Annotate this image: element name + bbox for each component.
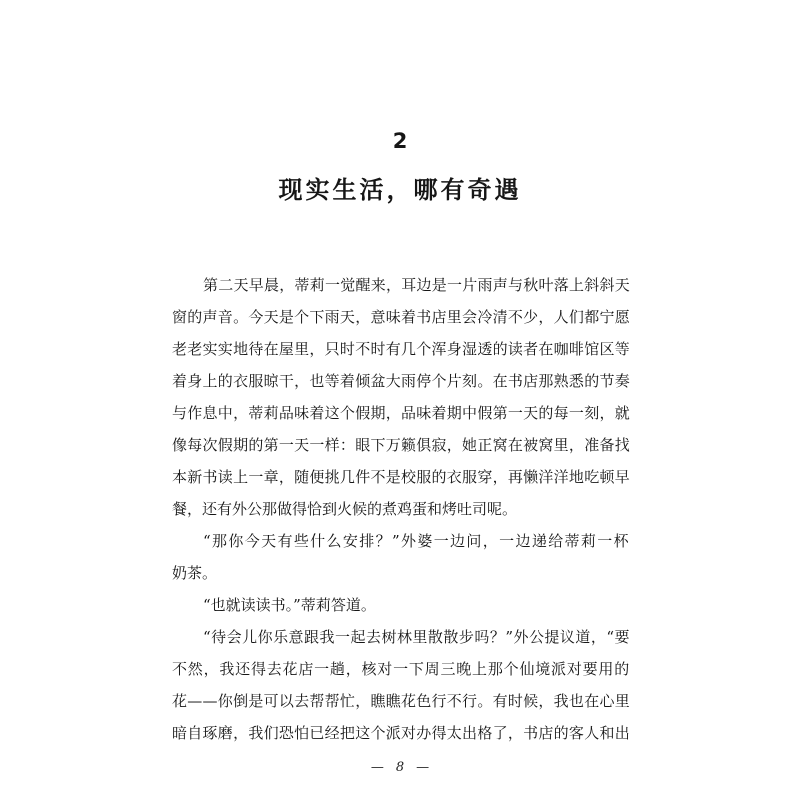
chapter-number: 2: [392, 129, 408, 153]
text-line-content: “也就读读书。”蒂莉答道。: [203, 596, 376, 614]
text-line: [172, 429, 630, 461]
text-line: [172, 461, 630, 493]
page-number: 8: [395, 760, 405, 775]
text-line: [172, 589, 630, 621]
text-line-content: 与作息中，蒂莉品味着这个假期，品味着期中假第一天的每一刻，就: [172, 404, 630, 422]
footer-dash-right: —: [416, 760, 430, 775]
text-line-content: 不然，我还得去花店一趟，核对一下周三晚上那个仙境派对要用的: [172, 660, 630, 678]
text-line: [172, 653, 630, 685]
chapter-title: 现实生活，哪有奇遇: [278, 176, 522, 204]
text-line-content: 像每次假期的第一天一样：眼下万籁俱寂，她正窝在被窝里，准备找: [172, 436, 630, 454]
text-line-content: “待会儿你乐意跟我一起去树林里散散步吗？”外公提议道，“要: [203, 628, 630, 646]
text-line-content: 花——你倒是可以去帮帮忙，瞧瞧花色行不行。有时候，我也在心里: [172, 692, 630, 710]
text-line-content: 窗的声音。今天是个下雨天，意味着书店里会冷清不少，人们都宁愿: [172, 308, 630, 326]
text-line: [172, 557, 630, 589]
text-line: [172, 301, 630, 333]
text-line: [172, 269, 630, 301]
text-line-content: 餐，还有外公那做得恰到火候的煮鸡蛋和烤吐司呢。: [172, 500, 518, 518]
text-line-content: 暗自琢磨，我们恐怕已经把这个派对办得太出格了，书店的客人和出: [172, 724, 630, 742]
paragraph: [172, 621, 630, 749]
paragraph: [172, 269, 630, 525]
footer-dash-left: —: [370, 760, 384, 775]
text-line: [172, 717, 630, 749]
text-line-content: 着身上的衣服晾干，也等着倾盆大雨停个片刻。在书店那熟悉的节奏: [172, 372, 630, 390]
page-footer: [0, 756, 800, 780]
text-line-content: “那你今天有些什么安排？”外婆一边问，一边递给蒂莉一杯: [203, 532, 630, 550]
text-line-content: 本新书读上一章，随便挑几件不是校服的衣服穿，再懒洋洋地吃顿早: [172, 468, 630, 486]
paragraph: [172, 589, 630, 621]
text-line: [172, 525, 630, 557]
body-text: [172, 269, 630, 749]
text-line: [172, 685, 630, 717]
text-line-content: 第二天早晨，蒂莉一觉醒来，耳边是一片雨声与秋叶落上斜斜天: [203, 276, 630, 294]
text-line-content: 老老实实地待在屋里，只时不时有几个浑身湿透的读者在咖啡馆区等: [172, 340, 630, 358]
paragraph: [172, 525, 630, 589]
text-line: [172, 493, 630, 525]
text-line: [172, 365, 630, 397]
text-line: [172, 333, 630, 365]
text-line: [172, 621, 630, 653]
text-line-content: 奶茶。: [172, 564, 218, 582]
text-line: [172, 397, 630, 429]
